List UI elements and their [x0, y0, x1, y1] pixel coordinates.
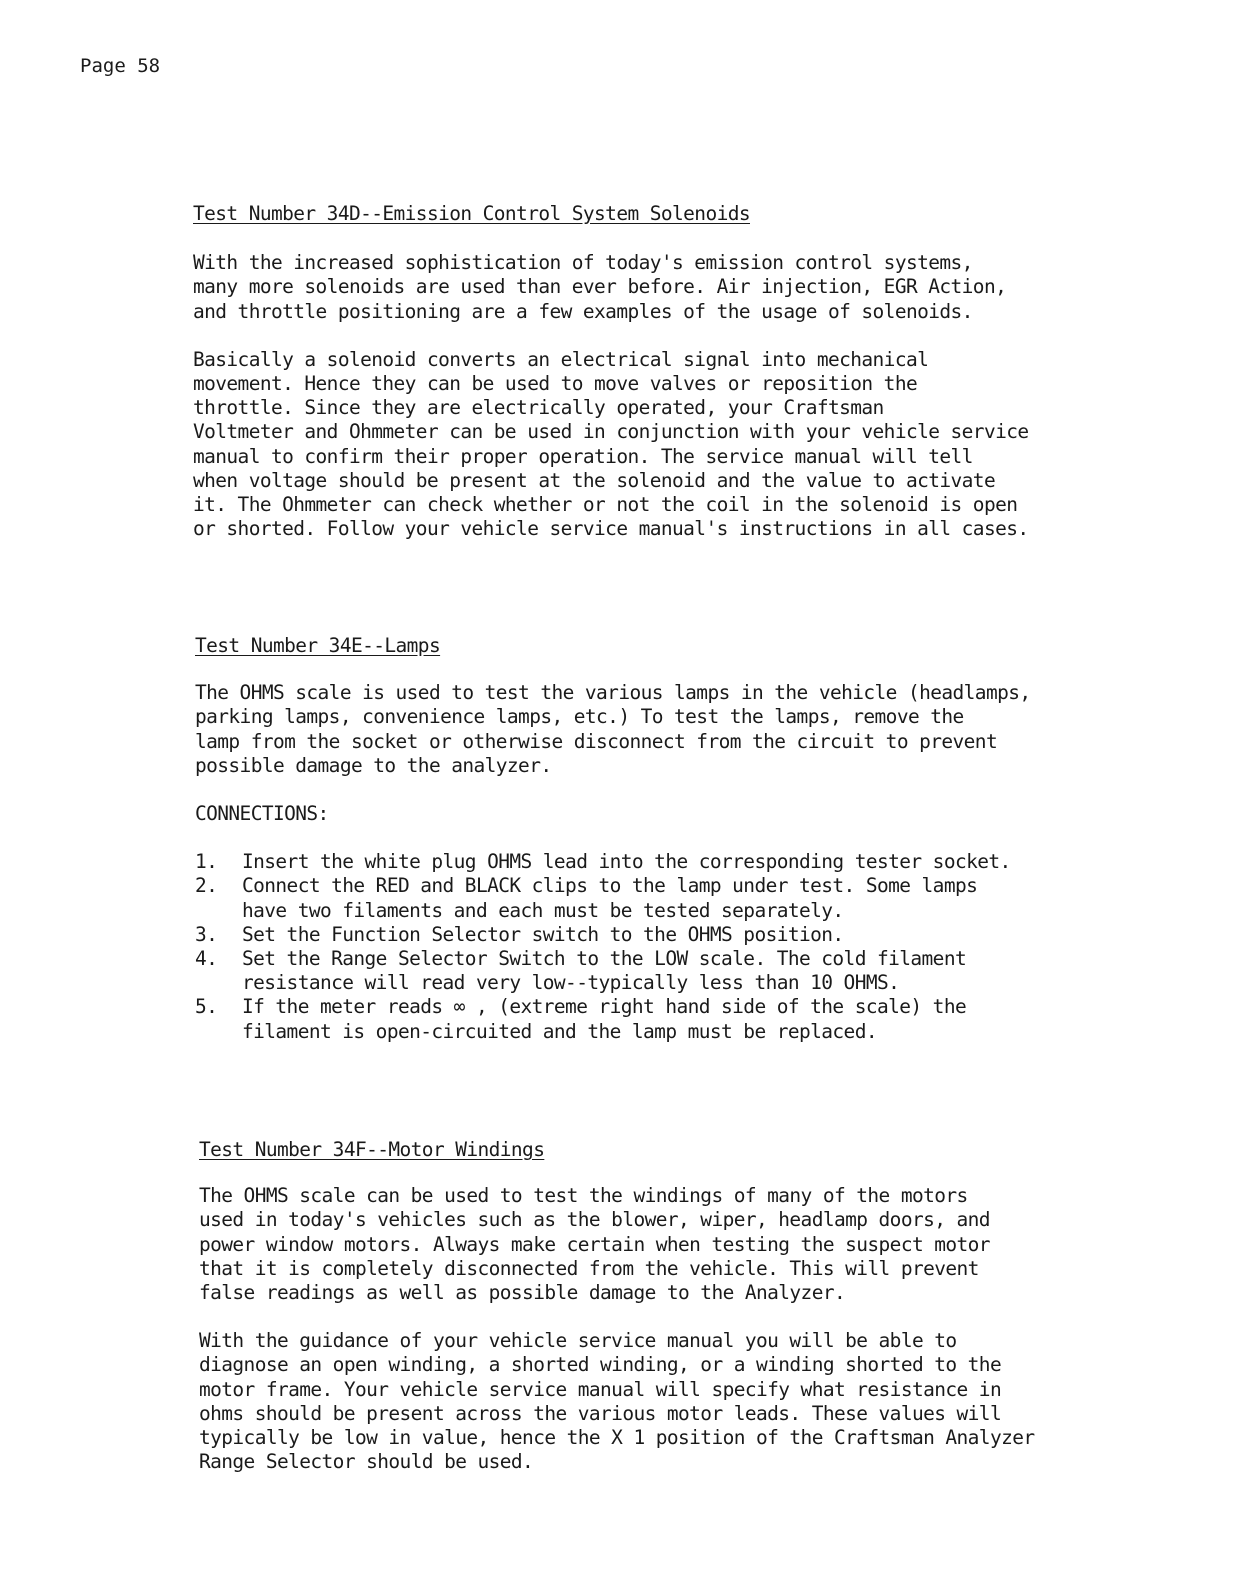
- connections-label: CONNECTIONS:: [195, 802, 329, 826]
- step-text: Insert the white plug OHMS lead into the corresponding tester socket.: [242, 850, 1011, 874]
- step-text: Set the Function Selector switch to the OHMS position.: [242, 922, 844, 946]
- section-heading: Test Number 34E--Lamps: [195, 634, 441, 657]
- list-item: [195, 923, 1115, 947]
- step-text: Connect the RED and BLACK clips to the lamp under test. Some lamps have two filaments and each must be tested separately.: [242, 874, 978, 922]
- step-number: 4.: [195, 947, 218, 971]
- list-item: [195, 874, 1115, 922]
- section-34f: [199, 1138, 1119, 1474]
- list-item: [195, 947, 1115, 995]
- step-number: 5.: [195, 995, 218, 1019]
- paragraph: With the guidance of your vehicle service manual you will be able to diagnose an open winding, a shorted winding, or a winding shorted to the motor frame. Your vehicle service manual will specify what resistance in ohms should be present across the various motor leads. These values will typically be low in value, hence the X 1 position of the Craftsman Analyzer Range Selector should be used.: [199, 1329, 1035, 1474]
- paragraph: The OHMS scale can be used to test the windings of many of the motors used in today's vehicles such as the blower, wiper, headlamp doors, and power window motors. Always make certain when testing the suspect motor that it is completely disconnected from the vehicle. This will prevent false readings as well as possible damage to the Analyzer.: [199, 1184, 990, 1305]
- paragraph: The OHMS scale is used to test the various lamps in the vehicle (headlamps, parking lamps, convenience lamps, etc.) To test the lamps, remove the lamp from the socket or otherwise disconnect from the circuit to prevent possible damage to the analyzer.: [195, 681, 1031, 777]
- list-item: [195, 995, 1115, 1043]
- connection-steps: [195, 850, 1115, 1044]
- step-text: Set the Range Selector Switch to the LOW scale. The cold filament resistance will read very low--typically less than 10 OHMS.: [242, 947, 967, 995]
- section-heading: Test Number 34F--Motor Windings: [199, 1138, 545, 1161]
- page-number: Page 58: [80, 55, 161, 77]
- section-34e: [195, 634, 1115, 1044]
- paragraph: With the increased sophistication of today's emission control systems, many more solenoids are used than ever before. Air injection, EGR Action, and throttle positioning are a few examples of the usage of solenoids.: [193, 251, 1007, 323]
- step-number: 3.: [195, 922, 218, 946]
- section-34d: [193, 202, 1113, 541]
- list-item: [195, 850, 1115, 874]
- step-number: 2.: [195, 874, 218, 898]
- section-heading: Test Number 34D--Emission Control System Solenoids: [193, 202, 750, 225]
- step-number: 1.: [195, 850, 218, 874]
- step-text: If the meter reads ∞ , (extreme right hand side of the scale) the filament is open-circuited and the lamp must be replaced.: [242, 995, 967, 1043]
- paragraph: Basically a solenoid converts an electrical signal into mechanical movement. Hence they can be used to move valves or reposition the throttle. Since they are electrically operated, your Craftsman Voltmeter and Ohmmeter can be used in conjunction with your vehicle service manual to confirm their proper operation. The service manual will tell when voltage should be present at the solenoid and the value to activate it. The Ohmmeter can check whether or not the coil in the solenoid is open or shorted. Follow your vehicle service manual's instructions in all cases.: [193, 347, 1029, 541]
